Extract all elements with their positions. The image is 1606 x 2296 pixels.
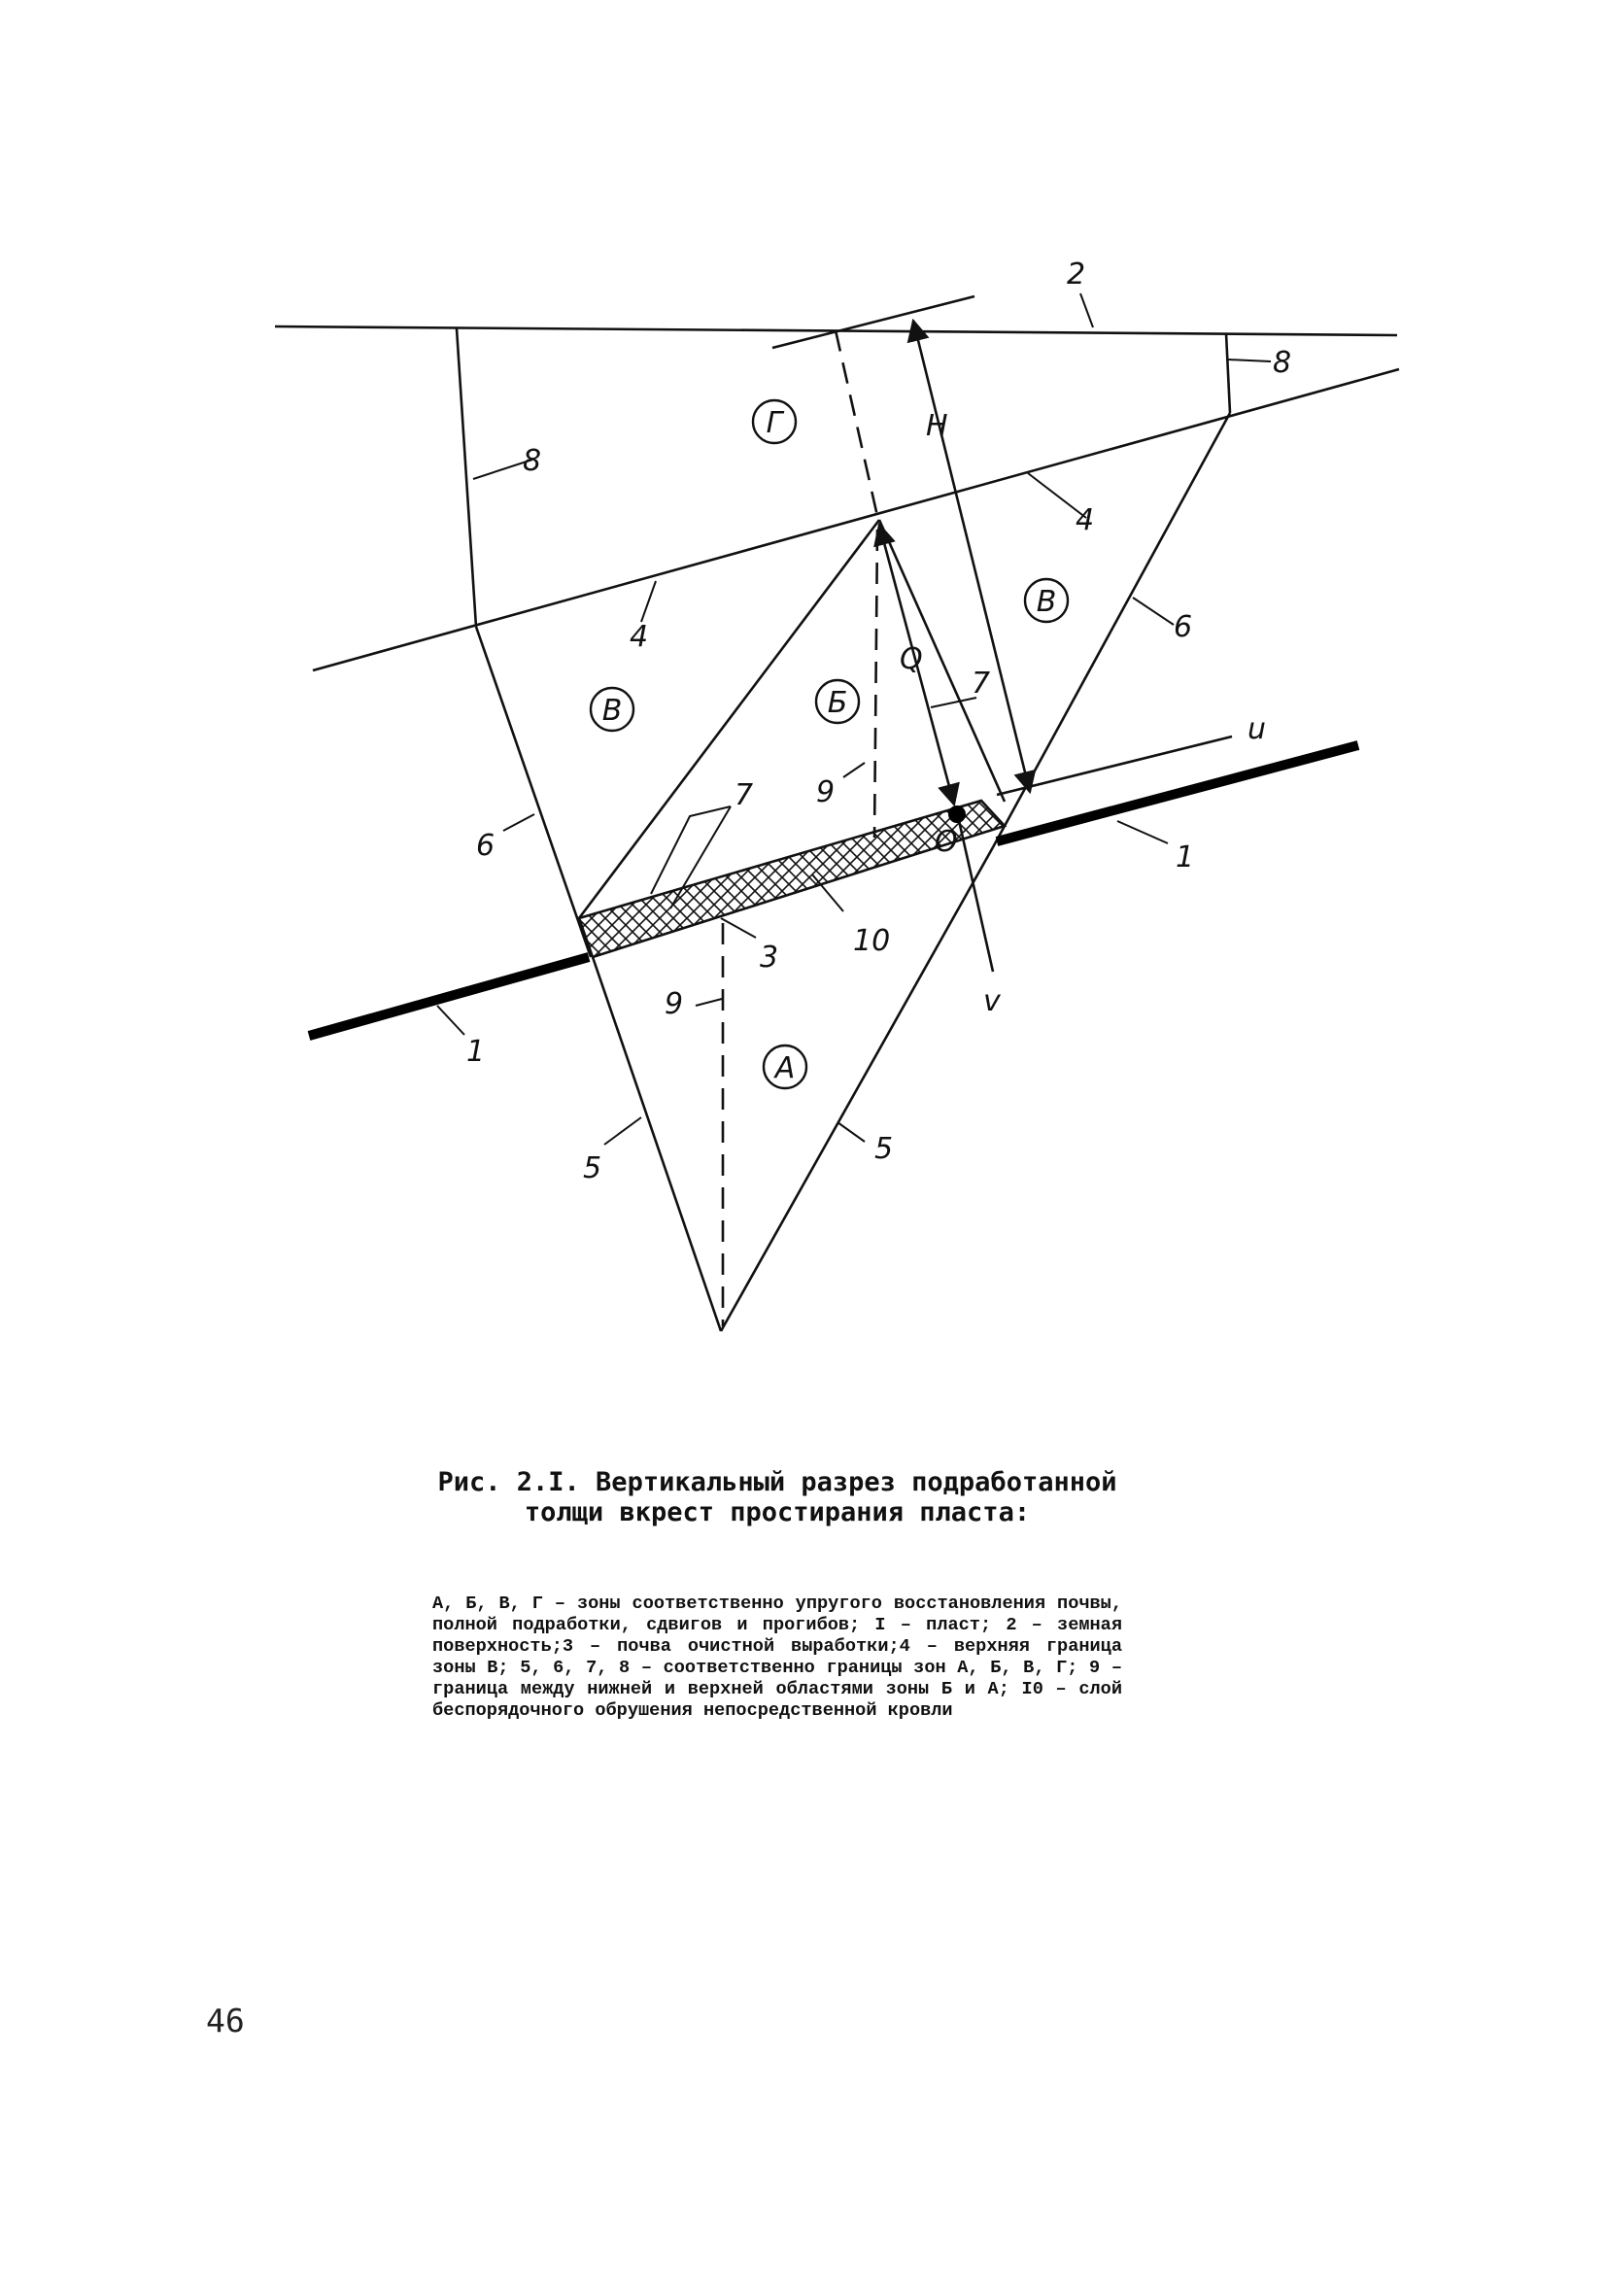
point-o — [948, 805, 966, 823]
leader-4-left — [641, 581, 656, 622]
label-9-lower: 9 — [665, 987, 684, 1021]
label-3: 3 — [760, 941, 779, 975]
leader-1-left — [437, 1006, 464, 1035]
svg-text:А: А — [774, 1051, 796, 1085]
label-u: u — [1247, 712, 1267, 746]
svg-text:В: В — [601, 694, 623, 728]
label-6-right: 6 — [1174, 610, 1193, 644]
svg-text:Г: Г — [766, 406, 783, 440]
label-6-left: 6 — [476, 829, 495, 863]
zone-g-left-boundary — [457, 328, 476, 627]
label-4-right: 4 — [1076, 503, 1095, 537]
zone-v-right-marker — [1025, 579, 1068, 622]
leader-9-upper — [843, 763, 865, 777]
label-10: 10 — [853, 924, 891, 958]
label-v: v — [983, 984, 1001, 1018]
svg-text:Б: Б — [827, 686, 848, 720]
leader-5-right — [837, 1122, 865, 1142]
zone-g-marker — [753, 400, 796, 443]
label-5-right: 5 — [874, 1132, 894, 1166]
svg-text:В: В — [1036, 585, 1057, 619]
label-7-right: 7 — [972, 667, 991, 701]
v-axis-line — [958, 816, 993, 972]
page-number: 46 — [206, 2002, 245, 2039]
figure-caption — [369, 1467, 1185, 1527]
label-8-left: 8 — [523, 444, 542, 478]
leader-3 — [721, 918, 756, 938]
dashed-vertical-top — [836, 330, 879, 525]
zone-v-left-boundary — [476, 627, 591, 957]
zone-a-right-boundary — [721, 847, 993, 1331]
leader-2 — [1080, 293, 1093, 327]
label-1-right: 1 — [1176, 840, 1195, 874]
leader-9-lower — [696, 999, 722, 1006]
leader-1-right — [1117, 821, 1168, 843]
leader-5-left — [604, 1117, 641, 1145]
caption-line-2: толщи вкрест простирания пласта: — [524, 1497, 1031, 1527]
zone-a-left-boundary — [593, 957, 721, 1331]
label-8-right: 8 — [1273, 346, 1292, 380]
leader-6-right — [1133, 598, 1174, 625]
zone-b-marker — [816, 680, 859, 723]
leader-7-right — [931, 698, 976, 707]
label-4-left: 4 — [630, 620, 649, 654]
label-9-upper: 9 — [816, 775, 836, 809]
zone-b-inner-boundary — [874, 530, 877, 838]
label-1-left: 1 — [466, 1035, 486, 1069]
zone-v-left-marker — [591, 688, 633, 731]
figure-legend: А, Б, В, Г – зоны соответственно упругого восстановления почвы, полной подработки, сдвигов и прогибов; I – пласт; 2 – земная поверхность;3 – почва очистной выработки;4 – верхняя граница зоны В; 5, 6, 7, 8 – соответственно границы зон А, Б, В, Г; 9 – граница между нижней и верхней областями зоны Б и А; I0 – слой беспорядочного обрушения непосредственной кровли — [432, 1593, 1122, 1721]
label-h: H — [926, 409, 948, 443]
caption-line-1: Рис. 2.I. Вертикальный разрез подработанной — [437, 1467, 1117, 1497]
h-reference-line — [772, 296, 974, 348]
label-7-left: 7 — [735, 778, 754, 812]
label-5-left: 5 — [583, 1151, 602, 1185]
label-q: Q — [900, 642, 923, 676]
leader-8-right — [1228, 360, 1271, 361]
label-o: O — [935, 825, 958, 859]
zone-g-right-boundary — [1226, 333, 1230, 413]
label-2: 2 — [1067, 257, 1086, 291]
zone-a-marker — [764, 1045, 806, 1088]
seam-right — [997, 745, 1358, 841]
seam-left — [309, 957, 589, 1036]
leader-6-left — [503, 814, 534, 831]
